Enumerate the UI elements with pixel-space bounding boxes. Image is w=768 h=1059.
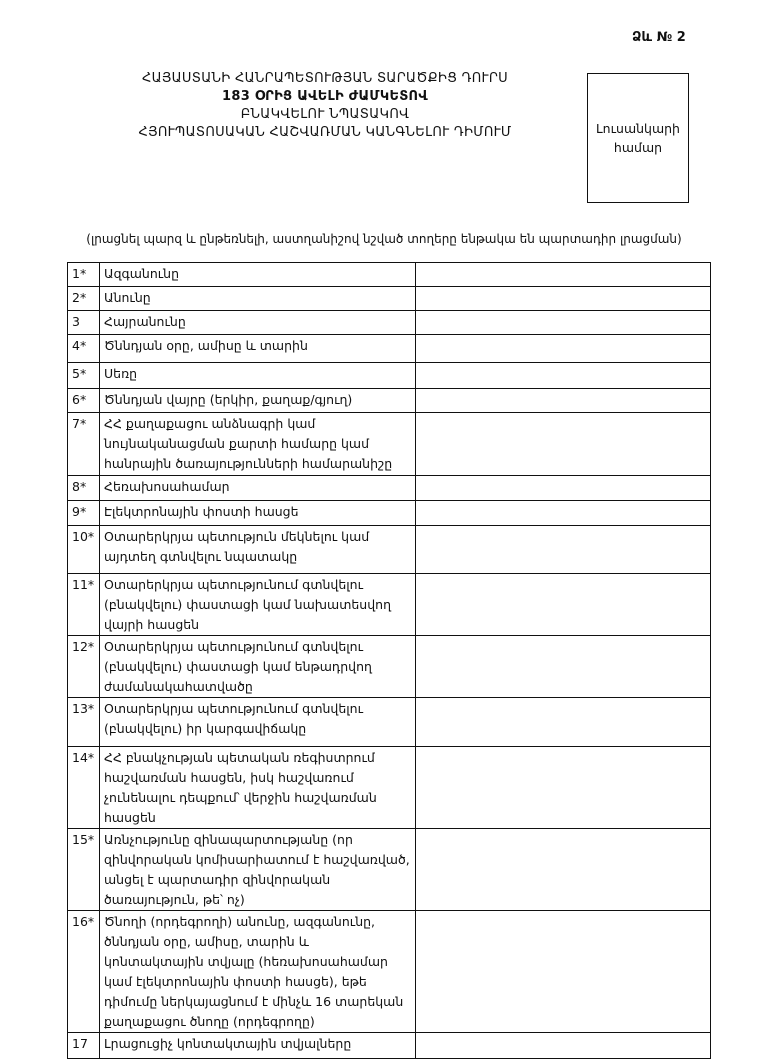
row-answer-field[interactable] (416, 311, 711, 335)
row-label: Առնչությունը զինապարտությանը (որ զինվորական կոմիսարիատում է հաշվառված, անցել է պարտադիր զինվորական ծառայություն, թե՝ ոչ) (100, 829, 416, 911)
row-answer-field[interactable] (416, 363, 711, 389)
row-number: 3 (68, 311, 100, 335)
row-number: 12* (68, 636, 100, 698)
form-row (68, 829, 711, 911)
row-answer-field[interactable] (416, 911, 711, 1033)
row-answer-field[interactable] (416, 389, 711, 413)
photo-box-label: Լուսանկարի համար (596, 121, 680, 155)
row-label: Անունը (100, 287, 416, 311)
photo-box (587, 73, 689, 203)
row-label: Էլեկտրոնային փոստի հասցե (100, 501, 416, 526)
row-answer-field[interactable] (416, 829, 711, 911)
row-answer-field[interactable] (416, 476, 711, 501)
row-answer-field[interactable] (416, 526, 711, 574)
row-number: 1* (68, 263, 100, 287)
row-label: Լրացուցիչ կոնտակտային տվյալները (100, 1033, 416, 1059)
row-number: 8* (68, 476, 100, 501)
form-row (68, 389, 711, 413)
row-answer-field[interactable] (416, 747, 711, 829)
row-number: 17 (68, 1033, 100, 1059)
form-title (120, 70, 530, 142)
form-row (68, 747, 711, 829)
row-number: 14* (68, 747, 100, 829)
form-row (68, 413, 711, 476)
row-number: 6* (68, 389, 100, 413)
row-label: Ծննդյան վայրը (երկիր, քաղաք/գյուղ) (100, 389, 416, 413)
row-label: Ծննդյան օրը, ամիսը և տարին (100, 335, 416, 363)
row-answer-field[interactable] (416, 501, 711, 526)
form-row (68, 574, 711, 636)
form-row (68, 363, 711, 389)
row-label: Օտարերկրյա պետությունում գտնվելու (բնակվելու) փաստացի կամ նախատեսվող վայրի հասցեն (100, 574, 416, 636)
form-row (68, 501, 711, 526)
row-label: Օտարերկրյա պետությունում գտնվելու (բնակվելու) իր կարգավիճակը (100, 698, 416, 747)
row-number: 11* (68, 574, 100, 636)
form-table (67, 262, 711, 1059)
instruction-text: (լրացնել պարզ և ընթեռնելի, աստղանիշով նշված տողերը ենթակա են պարտադիր լրացման) (86, 232, 682, 246)
row-number: 16* (68, 911, 100, 1033)
row-number: 10* (68, 526, 100, 574)
form-row (68, 698, 711, 747)
row-answer-field[interactable] (416, 263, 711, 287)
form-number: Ձև № 2 (632, 30, 686, 45)
row-answer-field[interactable] (416, 335, 711, 363)
row-number: 4* (68, 335, 100, 363)
row-label: Հեռախոսահամար (100, 476, 416, 501)
row-label: ՀՀ բնակչության պետական ռեգիստրում հաշվառման հասցեն, իսկ հաշվառում չունենալու դեպքում՝ վերջին հաշվառման հասցեն (100, 747, 416, 829)
form-row (68, 263, 711, 287)
form-row (68, 636, 711, 698)
row-number: 2* (68, 287, 100, 311)
row-answer-field[interactable] (416, 574, 711, 636)
title-line-4: ՀՅՈՒՊԱՏՈՍԱԿԱՆ ՀԱՇՎԱՌՄԱՆ ԿԱՆԳՆԵԼՈՒ ԴԻՄՈՒՄ (138, 125, 512, 140)
row-number: 13* (68, 698, 100, 747)
row-label: Օտարերկրյա պետություն մեկնելու կամ այդտեղ գտնվելու նպատակը (100, 526, 416, 574)
form-row (68, 476, 711, 501)
form-row (68, 1033, 711, 1059)
row-number: 5* (68, 363, 100, 389)
row-label: Օտարերկրյա պետությունում գտնվելու (բնակվելու) փաստացի կամ ենթադրվող ժամանակահատվածը (100, 636, 416, 698)
row-label: ՀՀ քաղաքացու անձնագրի կամ նույնականացման քարտի համարը կամ հանրային ծառայությունների համարանիշը (100, 413, 416, 476)
row-answer-field[interactable] (416, 287, 711, 311)
row-answer-field[interactable] (416, 1033, 711, 1059)
form-row (68, 911, 711, 1033)
title-line-1: ՀԱՅԱՍՏԱՆԻ ՀԱՆՐԱՊԵՏՈՒԹՅԱՆ ՏԱՐԱԾՔԻՑ ԴՈՒՐՍ (142, 71, 508, 86)
title-line-2: 183 ՕՐԻՑ ԱՎԵԼԻ ԺԱՄԿԵՏՈՎ (222, 89, 428, 104)
row-answer-field[interactable] (416, 413, 711, 476)
row-label: Սեռը (100, 363, 416, 389)
row-answer-field[interactable] (416, 636, 711, 698)
form-row (68, 311, 711, 335)
title-line-3: ԲՆԱԿՎԵԼՈՒ ՆՊԱՏԱԿՈՎ (240, 107, 410, 122)
row-label: Հայրանունը (100, 311, 416, 335)
row-label: Ծնողի (որդեգրողի) անունը, ազգանունը, ծննդյան օրը, ամիսը, տարին և կոնտակտային տվյալը (հեռախոսահամար կամ էլեկտրոնային փոստի հասցե), եթե դիմումը ներկայացնում է մինչև 16 տարեկան քաղաքացու ծնողը (որդեգրողը) (100, 911, 416, 1033)
row-label: Ազգանունը (100, 263, 416, 287)
row-answer-field[interactable] (416, 698, 711, 747)
row-number: 15* (68, 829, 100, 911)
form-row (68, 526, 711, 574)
form-row (68, 287, 711, 311)
row-number: 9* (68, 501, 100, 526)
row-number: 7* (68, 413, 100, 476)
form-row (68, 335, 711, 363)
